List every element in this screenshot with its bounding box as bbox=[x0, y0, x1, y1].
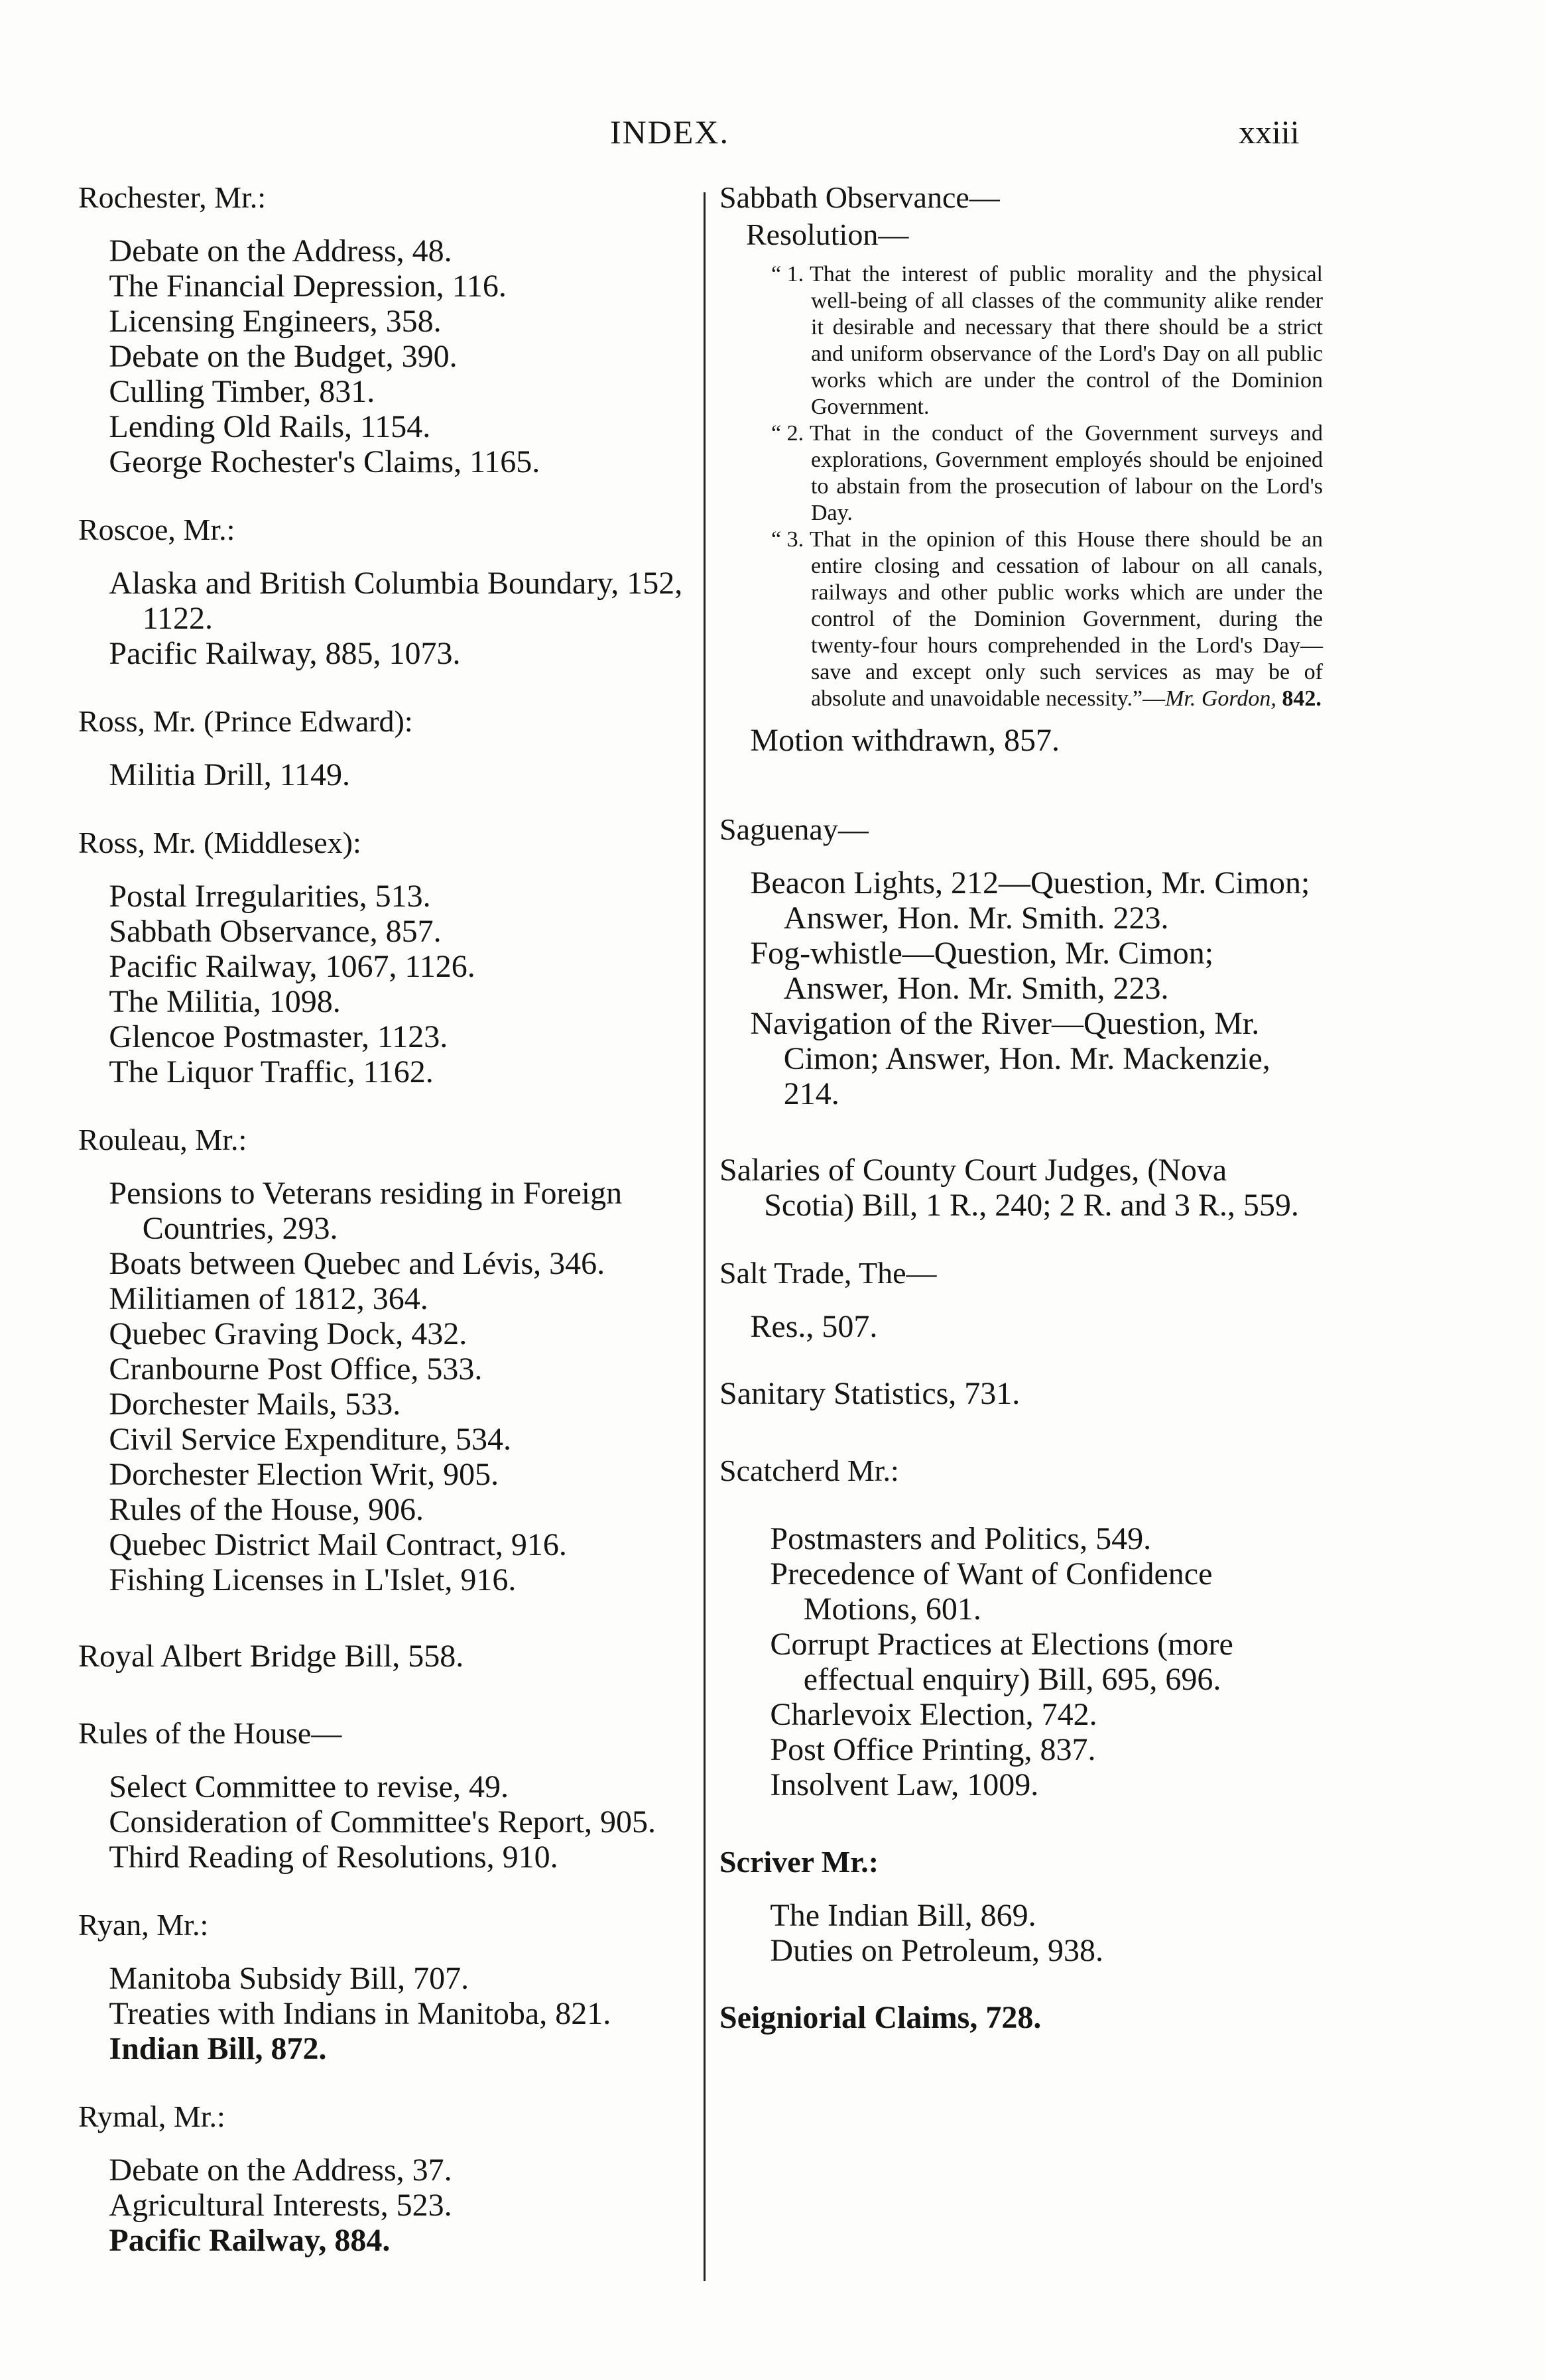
resolution-page: 842. bbox=[1282, 686, 1322, 711]
subentry: Insolvent Law, 1009. bbox=[770, 1767, 1039, 1802]
entry-heading: Roscoe, Mr.: bbox=[78, 513, 235, 546]
resolution-attribution: Mr. Gordon, bbox=[1165, 686, 1276, 711]
resolution-2 bbox=[753, 420, 1323, 527]
subentry: Quebec Graving Dock, 432. bbox=[109, 1316, 467, 1351]
subentry: Charlevoix Election, 742. bbox=[770, 1697, 1097, 1732]
subentry: Debate on the Address, 48. bbox=[109, 233, 452, 269]
entry-heading: Ross, Mr. (Middlesex): bbox=[78, 826, 361, 859]
index-entry-saguenay bbox=[719, 811, 1323, 1111]
subentry: Duties on Petroleum, 938. bbox=[770, 1933, 1104, 1968]
subentry: Fog-whistle—Question, Mr. Cimon; Answer, Hon. Mr. Smith, 223. bbox=[750, 936, 1214, 1006]
subentry: Boats between Quebec and Lévis, 346. bbox=[109, 1246, 605, 1281]
index-entry-sanitary-statistics: Sanitary Statistics, 731. bbox=[719, 1376, 1020, 1411]
subentry: Lending Old Rails, 1154. bbox=[109, 409, 431, 444]
entry-heading: Rouleau, Mr.: bbox=[78, 1123, 247, 1157]
index-entry-sabbath-observance bbox=[719, 179, 1323, 758]
entry-heading: Salt Trade, The— bbox=[719, 1256, 937, 1290]
index-entry-salaries-county-court-judges: Salaries of County Court Judges, (Nova Scotia) Bill, 1 R., 240; 2 R. and 3 R., 559. bbox=[719, 1153, 1299, 1223]
entry-heading: Rymal, Mr.: bbox=[78, 2099, 225, 2133]
subentry: Debate on the Address, 37. bbox=[109, 2153, 452, 2188]
entry-heading: Rules of the House— bbox=[78, 1716, 342, 1750]
subentry: Pacific Railway, 884. bbox=[109, 2223, 391, 2258]
subentry: George Rochester's Claims, 1165. bbox=[109, 444, 540, 479]
subentry: Cranbourne Post Office, 533. bbox=[109, 1351, 483, 1387]
resolution-text: That in the opinion of this House there should be an entire closing and cessation of labour on all canals, railways and other public works which are under the control of the Dominion Government, during the twenty-four hours comprehended in the Lord's Day—save and except only such services as may be of absolute and unavoidable necessity.”— bbox=[810, 527, 1323, 711]
subentry: Corrupt Practices at Elections (more effectual enquiry) Bill, 695, 696. bbox=[770, 1627, 1233, 1697]
left-column bbox=[78, 179, 688, 2258]
index-entry-scriver bbox=[719, 1844, 1323, 1968]
index-entry-scatcherd bbox=[719, 1452, 1323, 1802]
subentry: Treaties with Indians in Manitoba, 821. bbox=[109, 1996, 611, 2031]
index-entry-rules-of-the-house bbox=[78, 1715, 688, 1875]
resolution-text: That in the conduct of the Government surveys and explorations, Government employés should be enjoined to abstain from the prosecution of labour on the Lord's Day. bbox=[810, 421, 1323, 525]
index-entry-ross-middlesex bbox=[78, 824, 688, 1090]
subentry: The Indian Bill, 869. bbox=[770, 1898, 1036, 1933]
index-entry-ross-prince-edward bbox=[78, 703, 688, 792]
entry-heading: Sabbath Observance— bbox=[719, 180, 1000, 214]
index-entry-rochester bbox=[78, 179, 688, 479]
subentry: Militia Drill, 1149. bbox=[109, 757, 350, 792]
subentry: The Militia, 1098. bbox=[109, 984, 341, 1019]
page-title: INDEX. bbox=[610, 113, 730, 151]
resolution-number: “ 3. bbox=[771, 527, 804, 552]
subentry: Debate on the Budget, 390. bbox=[109, 339, 458, 374]
subentry: Motion withdrawn, 857. bbox=[750, 723, 1060, 758]
resolution-number: “ 2. bbox=[771, 421, 804, 446]
resolution-1 bbox=[753, 261, 1323, 420]
subentry: Res., 507. bbox=[750, 1309, 878, 1344]
subentry: Indian Bill, 872. bbox=[109, 2031, 327, 2066]
resolution-text: That the interest of public morality and the physical well-being of all classes of the community alike render it desirable and necessary that there should be a strict and uniform observance of the Lord's Day on all public works which are under the control of the Dominion Government. bbox=[810, 262, 1323, 419]
column-divider bbox=[704, 192, 706, 2281]
subentry: Postmasters and Politics, 549. bbox=[770, 1521, 1152, 1556]
index-entry-ryan bbox=[78, 1907, 688, 2066]
subentry: Dorchester Mails, 533. bbox=[109, 1387, 401, 1422]
subentry: Agricultural Interests, 523. bbox=[109, 2188, 452, 2223]
page-number: xxiii bbox=[1239, 113, 1300, 151]
subentry: Precedence of Want of Confidence Motions, 601. bbox=[770, 1556, 1213, 1627]
right-column bbox=[719, 179, 1323, 2035]
entry-subheading: Resolution— bbox=[746, 218, 909, 251]
subentry: Navigation of the River—Question, Mr. Cimon; Answer, Hon. Mr. Mackenzie, 214. bbox=[750, 1006, 1270, 1111]
subentry: Pacific Railway, 885, 1073. bbox=[109, 636, 461, 671]
subentry: Rules of the House, 906. bbox=[109, 1492, 424, 1527]
subentry: Glencoe Postmaster, 1123. bbox=[109, 1019, 448, 1054]
index-entry-royal-albert-bridge: Royal Albert Bridge Bill, 558. bbox=[78, 1639, 464, 1674]
subentry: Culling Timber, 831. bbox=[109, 374, 375, 409]
index-entry-rymal bbox=[78, 2098, 688, 2258]
index-entry-rouleau bbox=[78, 1121, 688, 1597]
index-entry-seigniorial-claims: Seigniorial Claims, 728. bbox=[719, 2000, 1042, 2035]
subentry: Beacon Lights, 212—Question, Mr. Cimon; Answer, Hon. Mr. Smith. 223. bbox=[750, 865, 1310, 936]
subentry: Quebec District Mail Contract, 916. bbox=[109, 1527, 567, 1562]
subentry: Sabbath Observance, 857. bbox=[109, 914, 442, 949]
resolution-number: “ 1. bbox=[771, 262, 804, 286]
subentry: Pacific Railway, 1067, 1126. bbox=[109, 949, 475, 984]
subentry: Select Committee to revise, 49. bbox=[109, 1769, 509, 1804]
subentry: Manitoba Subsidy Bill, 707. bbox=[109, 1961, 469, 1996]
entry-heading: Ryan, Mr.: bbox=[78, 1908, 209, 1942]
subentry: Militiamen of 1812, 364. bbox=[109, 1281, 428, 1316]
subentry: The Liquor Traffic, 1162. bbox=[109, 1054, 434, 1090]
entry-heading: Scriver Mr.: bbox=[719, 1845, 879, 1879]
subentry: Third Reading of Resolutions, 910. bbox=[109, 1840, 558, 1875]
index-entry-salt-trade bbox=[719, 1255, 1323, 1344]
subentry: Consideration of Committee's Report, 905. bbox=[109, 1804, 656, 1840]
entry-heading: Ross, Mr. (Prince Edward): bbox=[78, 704, 413, 738]
page-header bbox=[0, 113, 1545, 166]
resolution-3 bbox=[753, 527, 1323, 712]
index-entry-roscoe bbox=[78, 511, 688, 671]
subentry: Civil Service Expenditure, 534. bbox=[109, 1422, 511, 1457]
subentry: Pensions to Veterans residing in Foreign Countries, 293. bbox=[109, 1176, 623, 1246]
entry-heading: Rochester, Mr.: bbox=[78, 180, 267, 214]
subentry: Postal Irregularities, 513. bbox=[109, 879, 431, 914]
subentry: Licensing Engineers, 358. bbox=[109, 304, 442, 339]
subentry: Fishing Licenses in L'Islet, 916. bbox=[109, 1562, 517, 1597]
subentry: The Financial Depression, 116. bbox=[109, 269, 507, 304]
subentry: Dorchester Election Writ, 905. bbox=[109, 1457, 499, 1492]
subentry: Alaska and British Columbia Boundary, 152, 1122. bbox=[109, 566, 683, 636]
entry-heading: Saguenay— bbox=[719, 812, 869, 846]
subentry: Post Office Printing, 837. bbox=[770, 1732, 1096, 1767]
entry-heading: Scatcherd Mr.: bbox=[719, 1454, 899, 1487]
